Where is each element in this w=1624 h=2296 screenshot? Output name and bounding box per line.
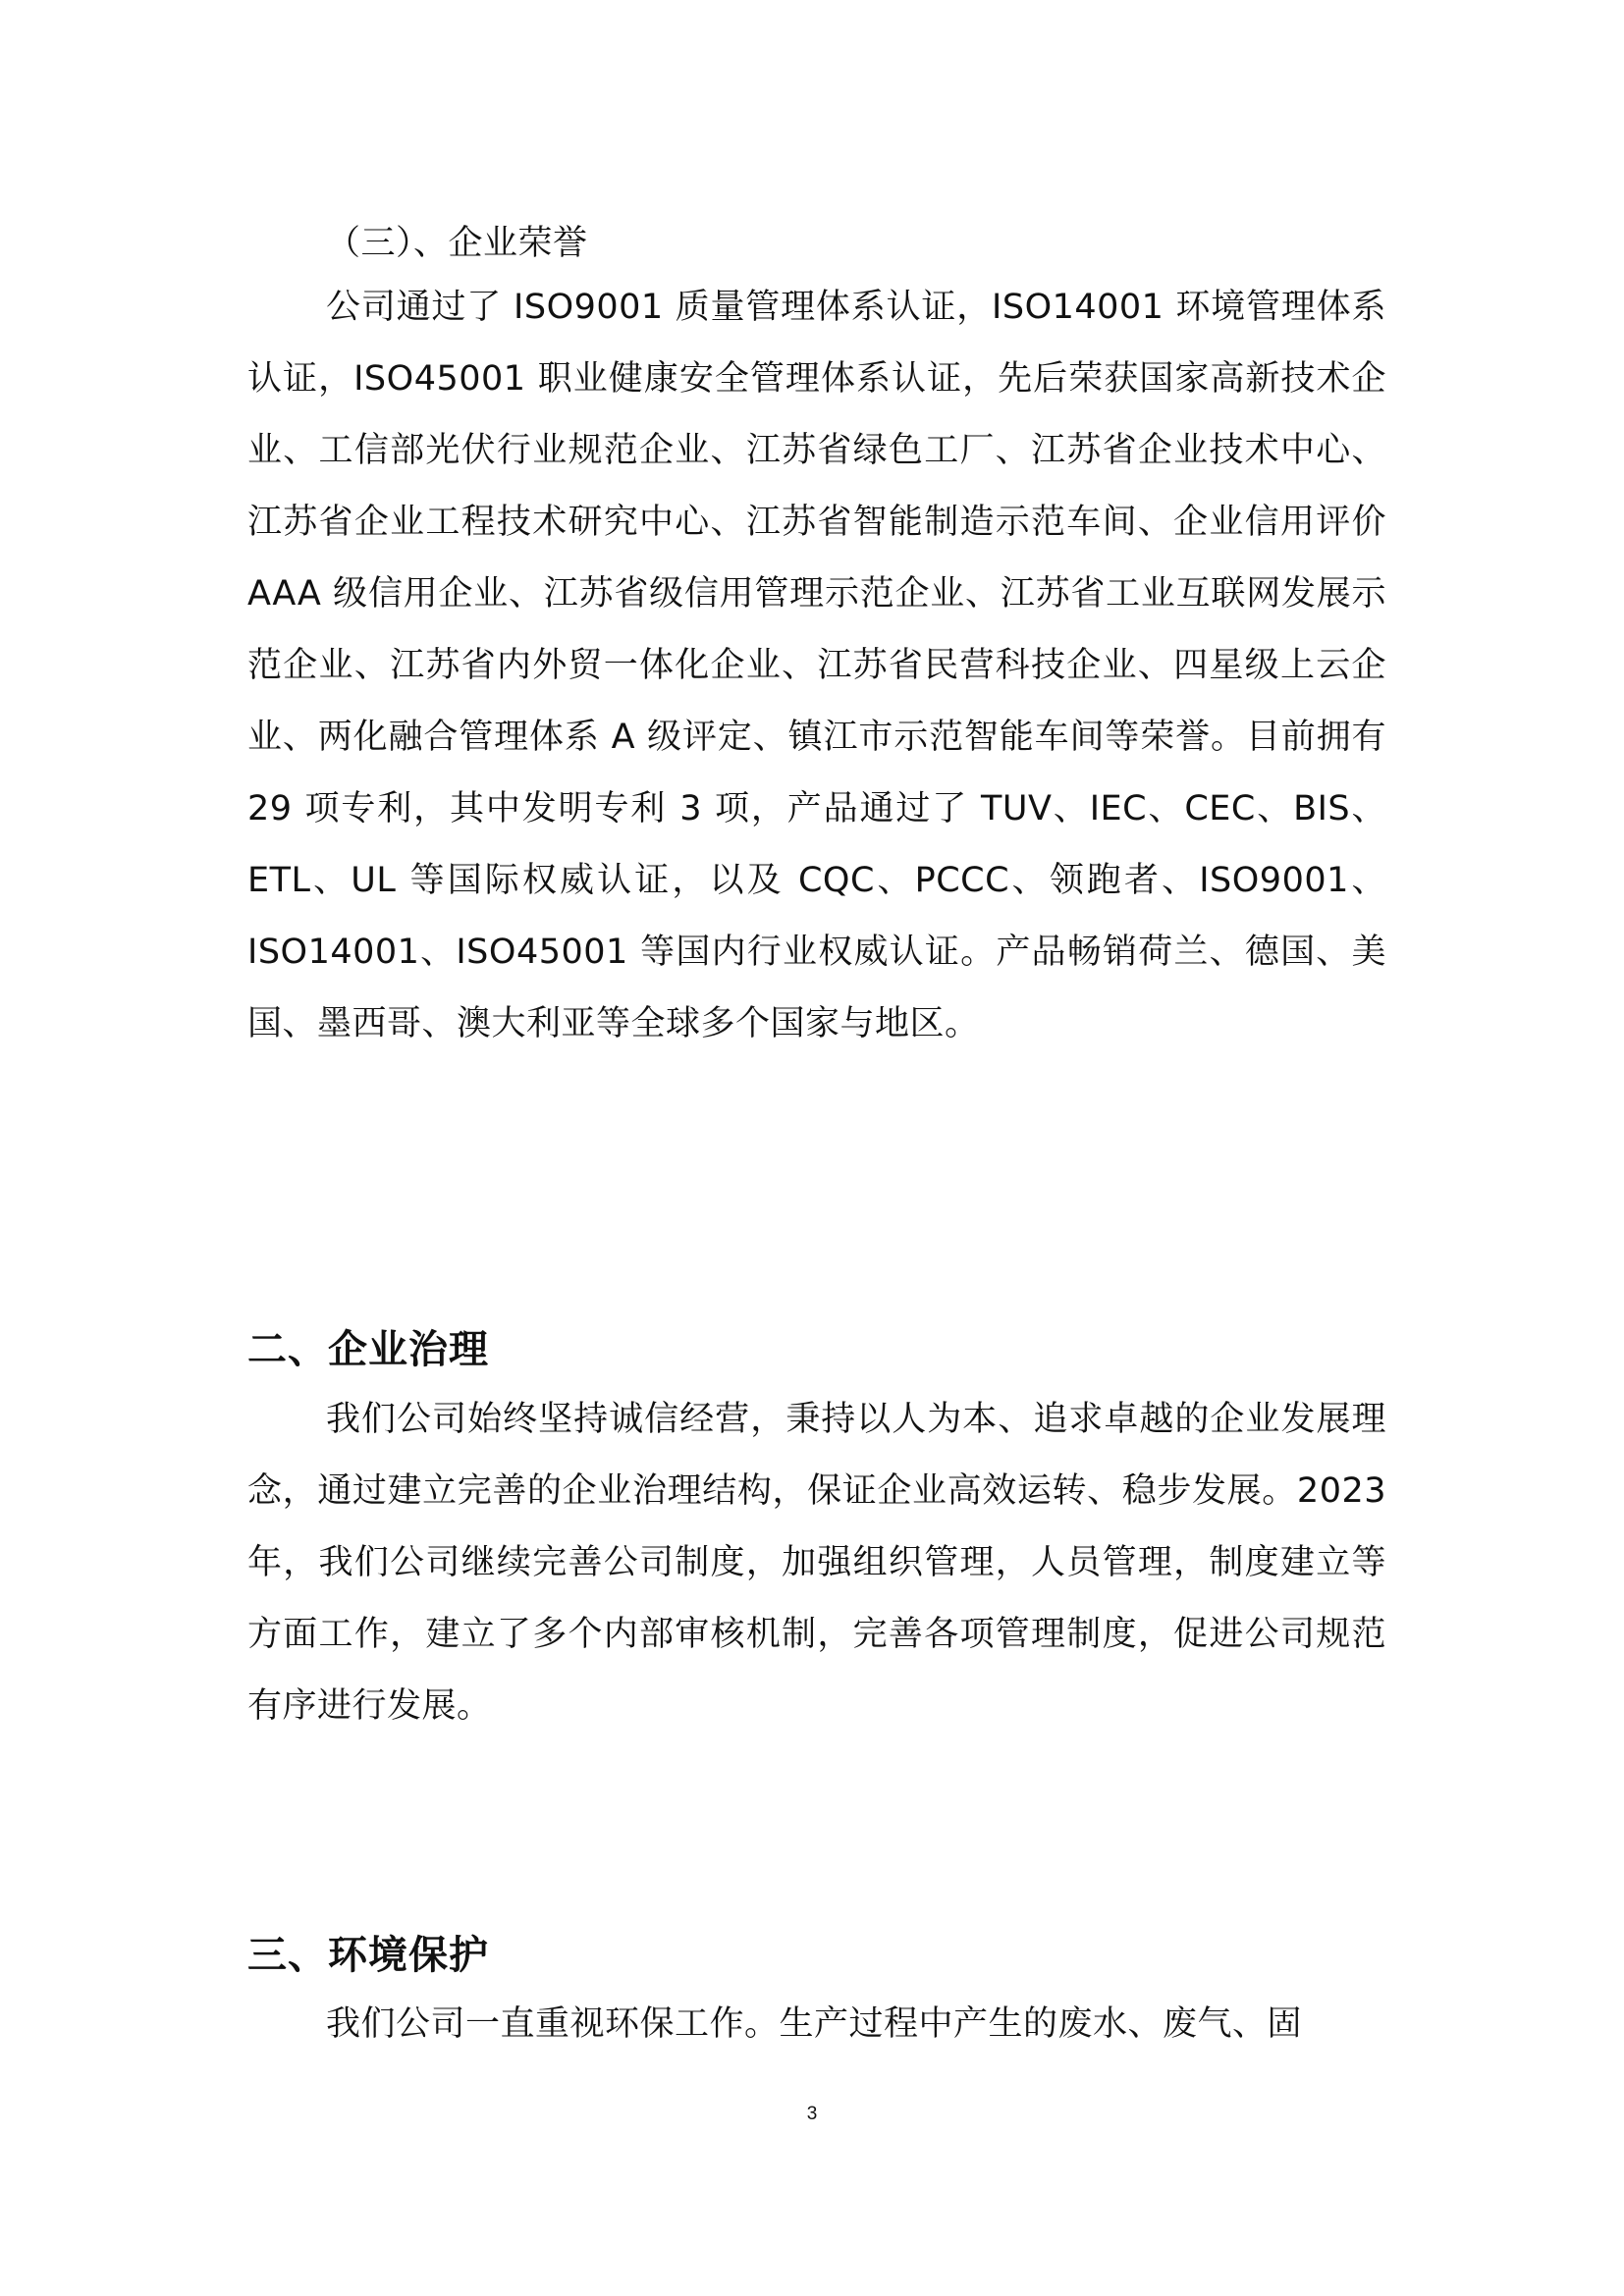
governance-heading: 二、企业治理 <box>247 1327 489 1372</box>
environment-section <box>247 1989 1386 2060</box>
environment-paragraph: 我们公司一直重视环保工作。生产过程中产生的废水、废气、固 <box>326 2004 1303 2044</box>
subsection-title: （三）、企业荣誉 <box>326 224 588 263</box>
honors-paragraph: 公司通过了 ISO9001 质量管理体系认证，ISO14001 环境管理体系认证，ISO45001 职业健康安全管理体系认证，先后荣获国家高新技术企业、工信部光伏行业规范企业、江苏省绿色工厂、江苏省企业技术中心、江苏省企业工程技术研究中心、江苏省智能制造示范车间、企业信用评价 AAA 级信用企业、江苏省级信用管理示范企业、江苏省工业互联网发展示范企业、江苏省内外贸一体化企业、江苏省民营科技企业、四星级上云企业、两化融合管理体系 A 级评定、镇江市示范智能车间等荣誉。目前拥有 29 项专利，其中发明专利 3 项，产品通过了 TUV、IEC、CEC、BIS、ETL、UL 等国际权威认证，以及 CQC、PCCC、领跑者、ISO9001、ISO14001、ISO45001 等国内行业权威认证。产品畅销荷兰、德国、美国、墨西哥、澳大利亚等全球多个国家与地区。 <box>247 288 1386 1043</box>
governance-paragraph: 我们公司始终坚持诚信经营，秉持以人为本、追求卓越的企业发展理念，通过建立完善的企业治理结构，保证企业高效运转、稳步发展。2023 年，我们公司继续完善公司制度，加强组织管理，人员管理，制度建立等方面工作，建立了多个内部审核机制，完善各项管理制度，促进公司规范有序进行发展。 <box>247 1400 1386 1726</box>
honors-section <box>247 272 1386 1060</box>
page-number: 3 <box>806 2104 818 2124</box>
governance-section <box>247 1384 1386 1742</box>
environment-heading: 三、环境保护 <box>247 1933 489 1978</box>
